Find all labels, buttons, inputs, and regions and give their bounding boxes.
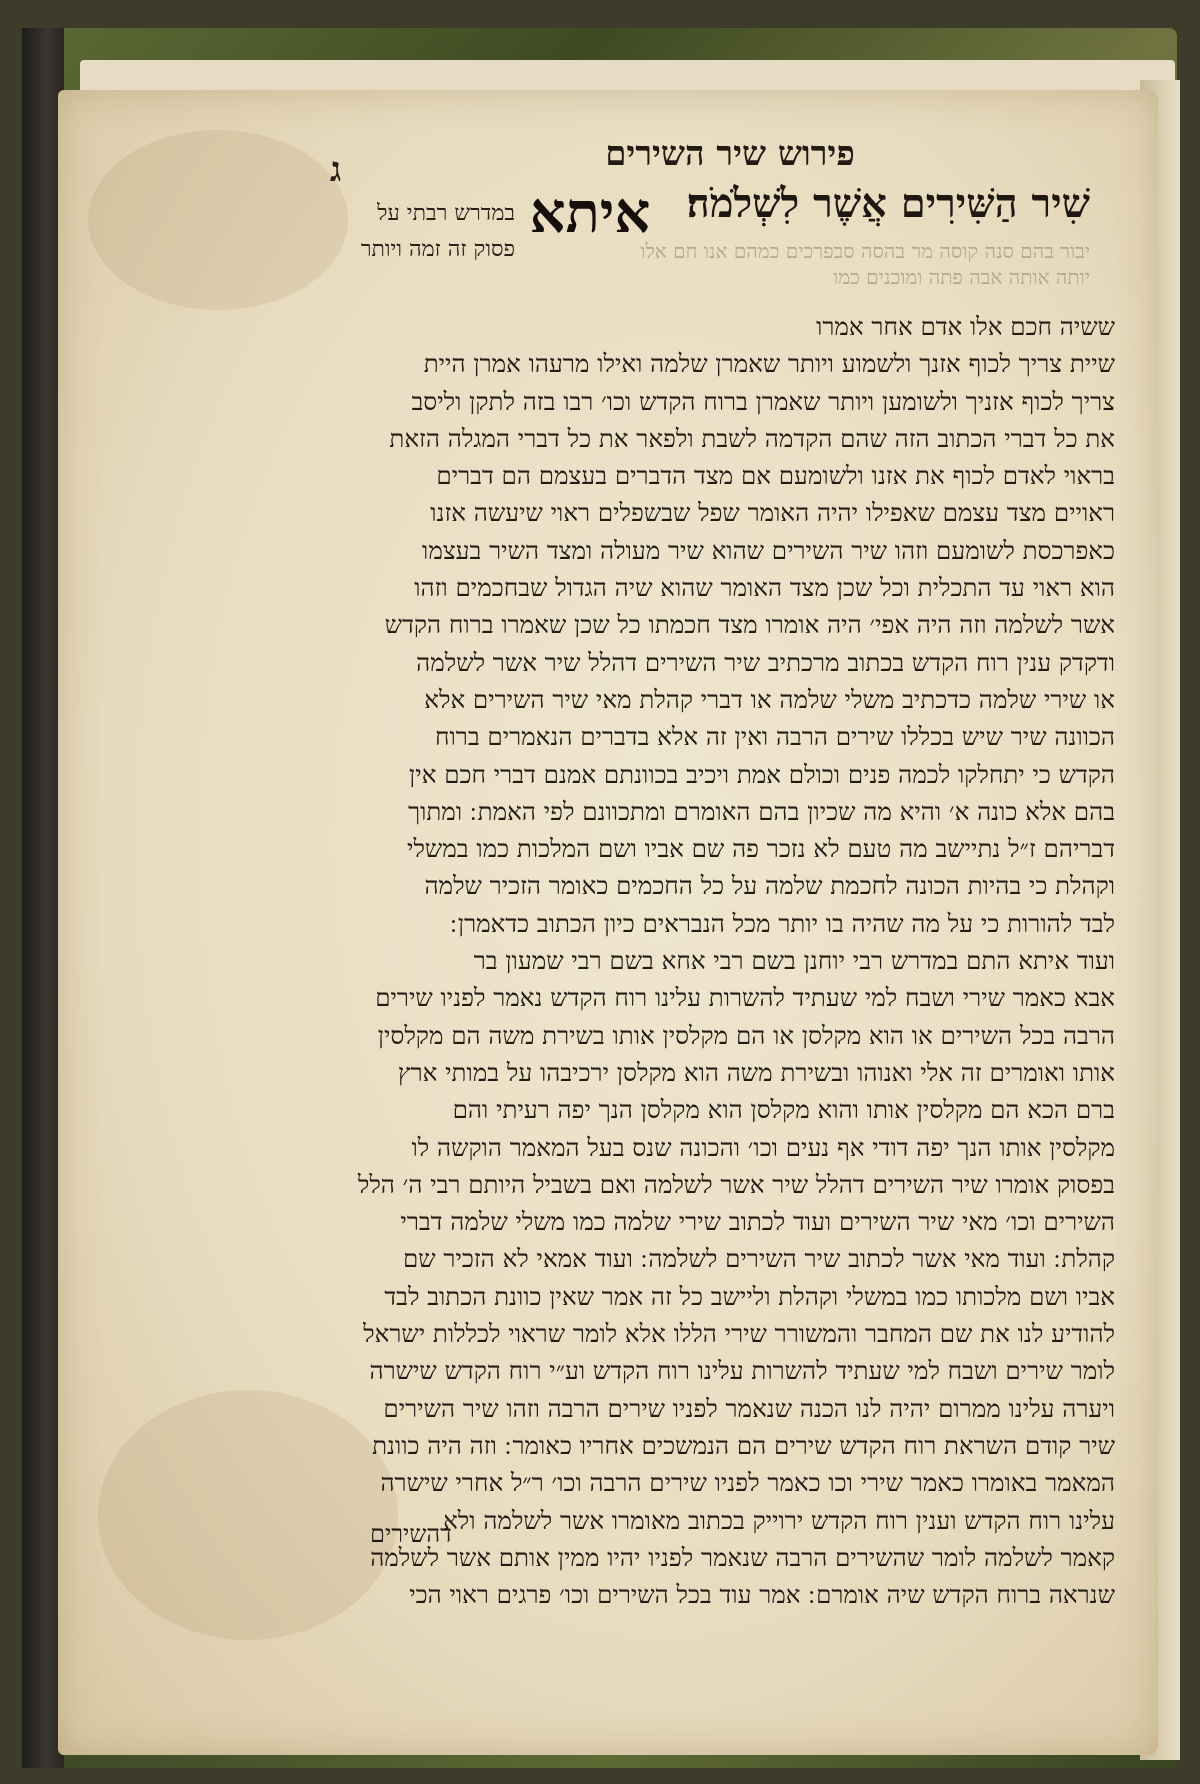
text-line: אביו ושם מלכותו כמו במשלי וקהלת וליישב כל זה אמר שאין כוונת הכתוב לבד — [384, 1281, 1115, 1311]
text-line: צריך לכוף אזניך ולשומען ויותר שאמרן ברוח הקדש וכו׳ רבו בזה לתקן וליסב — [411, 386, 1115, 416]
text-line: אבא כאמר שירי ושבח למי שעתיד להשרות עלינו רוח הקדש נאמר לפניו שירים — [375, 983, 1115, 1013]
text-line: הכוונה שיר שיש בכללו שירים הרבה ואין זה אלא בדברים הנאמרים ברוח — [435, 722, 1115, 752]
text-line: כאפרכסת לשומעם וזהו שיר השירים שהוא שיר מעולה ומצד השיר בעצמו — [422, 535, 1115, 565]
text-line: שיית צריך לכוף אזנך ולשמוע ויותר שאמרן שלמה ואילו מרעהו אמרן היית — [423, 349, 1115, 379]
text-line: ראויים מצד עצמם שאפילו יהיה האומר שפל שבשפלים ראוי שיעשה אזנו — [430, 498, 1115, 528]
text-line: השירים וכו׳ מאי שיר השירים ועוד לכתוב שירי שלמה כמו משלי שלמה דברי — [400, 1207, 1115, 1237]
initial-word: איתא — [529, 180, 651, 246]
commentary-body — [295, 308, 1115, 1613]
text-line: את כל דברי הכתוב הזה שהם הקדמה לשבת ולפאר את כל דברי המגלה הזאת — [389, 423, 1115, 453]
text-line: אותו ואומרים זה אלי ואנוהו ובשירת משה הוא מקלסן ירכיבהו על במותי ארץ — [397, 1057, 1115, 1087]
text-line: בראוי לאדם לכוף את אזנו ולשומעם אם מצד הדברים בעצמם הם דברים — [436, 461, 1115, 491]
text-line: ודקדק ענין רוח הקדש בכתוב מרכתיב שיר השירים דהלל שיר אשר לשלמה — [416, 647, 1115, 677]
text-line: אשר לשלמה וזה היה אפי׳ היה אומרו מצד חכמתו כל שכן שאמרו ברוח הקדש — [384, 610, 1115, 640]
text-line: שיר קודם השראת רוח הקדש שירים הם הנמשכים אחריו כאומר ׃ וזה היה כוונת — [372, 1430, 1115, 1460]
show-through-text — [620, 238, 1090, 290]
lemma-verse: שִׁיר הַשִּׁירִים אֲשֶׁר לִשְׁלֹמֹה׃ — [686, 180, 1090, 227]
show-through-line: יבור בהם סנה קוסה מר בהסה סבפרכים כמהם אנו חם אלו — [640, 239, 1090, 263]
text-line: להודיע לנו את שם המחבר והמשורר שירי הללו אלא לומר שראוי לכללות ישראל — [363, 1319, 1115, 1349]
side-note-line: פסוק זה זמה ויותר — [360, 237, 515, 262]
text-line: ששיה חכם אלו אדם אחר אמרו — [816, 312, 1115, 341]
text-line: הקדש כי יתחלקו לכמה פנים וכולם אמת ויכיב בכוונתם אמנם דברי חכם אין — [409, 759, 1115, 789]
text-line: דבריהם ז״ל נתיישב מה טעם לא נזכר פה שם אביו ושם המלכות כמו במשלי — [407, 834, 1115, 864]
text-line: וקהלת כי בהיות הכונה לחכמת שלמה על כל החכמים כאומר הזכיר שלמה — [424, 871, 1115, 901]
text-line: שנראה ברוח הקדש שיה אומרם ׃ אמר עוד בכל השירים וכו׳ פרגים ראוי הכי — [409, 1580, 1115, 1610]
text-line: המאמר באומרו כאמר שירי וכו כאמר לפניו שירים הרבה וכו׳ ר״ל אחרי שישרה — [380, 1468, 1115, 1498]
catchword: דהשירים — [370, 1520, 452, 1548]
text-line: בהם אלא כונה א׳ והיא מה שכיון בהם האומרם ומתכוונם לפי האמת ׃ ומתוך — [408, 796, 1115, 826]
text-line: הוא ראוי עד התכלית וכל שכן מצד האומר שהוא שיה הגדול שבחכמים וזהו — [414, 573, 1115, 603]
text-line: ברם הכא הם מקלסין אותו והוא מקלסן הוא מקלסן הנך יפה רעיתי והם — [452, 1095, 1115, 1125]
text-line: בפסוק אומרו שיר השירים דהלל שיר אשר לשלמה ואם בשביל היותם רבי ה׳ הלל — [357, 1169, 1115, 1199]
text-line: מקלסין אותו הנך יפה דודי אף נעים וכו׳ והכונה שנס בעל המאמר הוקשה לו — [411, 1132, 1115, 1162]
text-line: לבד להורות כי על מה שהיה בו יותר מכל הנבראים כיון הכתוב כדאמרן ׃ — [450, 908, 1115, 938]
text-line: קהלת ׃ ועוד מאי אשר לכתוב שיר השירים לשלמה ׃ ועוד אמאי לא הזכיר שם — [403, 1244, 1115, 1274]
folio-number: ג — [330, 150, 342, 190]
side-note — [290, 196, 515, 268]
text-line: או שירי שלמה כדכתיב משלי שלמה או דברי קהלת מאי שיר השירים אלא — [424, 684, 1115, 714]
text-line: הרבה בכל השירים או הוא מקלסן או הם מקלסין אותו בשירת משה הם מקלסין — [377, 1020, 1115, 1050]
text-line: לומר שירים ושבח למי שעתיד להשרות עלינו רוח הקדש וע״י רוח הקדש שישרה — [369, 1356, 1115, 1386]
text-line: קאמר לשלמה לומר שהשירים הרבה שנאמר לפניו יהיו ממין אותם אשר לשלמה — [370, 1542, 1115, 1572]
running-head: פירוש שיר השירים — [605, 134, 855, 174]
show-through-line: יותה אותה אבה פתה ומוכנים כמו — [833, 265, 1090, 289]
text-line: עלינו רוח הקדש וענין רוח הקדש ירוייק בכתוב מאומרו אשר לשלמה ולא — [443, 1505, 1115, 1535]
text-line: ועוד איתא התם במדרש רבי יוחנן בשם רבי אחא בשם רבי שמעון בר — [473, 946, 1115, 976]
side-note-line: במדרש רבתי על — [377, 201, 515, 226]
text-line: ויערה עלינו ממרום יהיה לנו הכנה שנאמר לפניו שירים הרבה וזהו שיר השירים — [383, 1393, 1115, 1423]
